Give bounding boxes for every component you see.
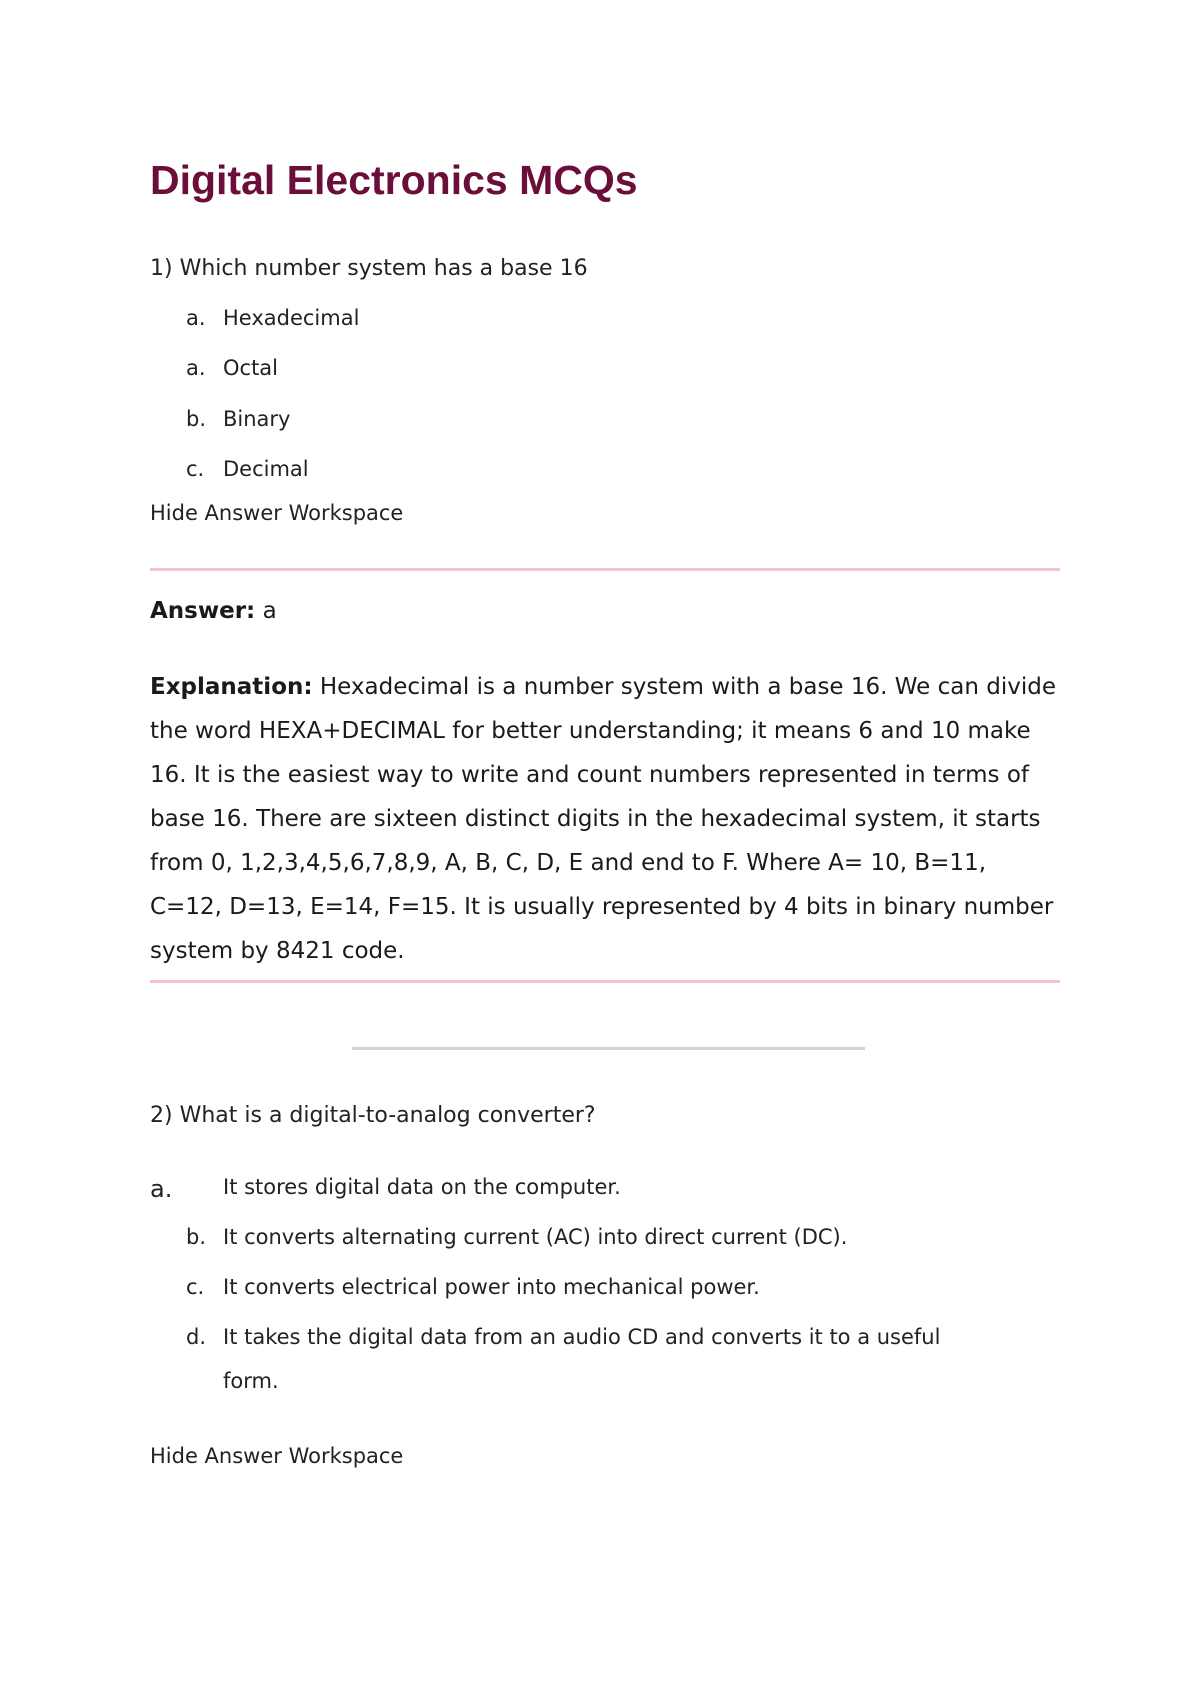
option-letter: c.	[186, 1275, 205, 1299]
question-1-hide-answer-link[interactable]: Hide Answer Workspace	[150, 501, 404, 525]
option-text: Decimal	[223, 457, 309, 481]
question-1-answer	[150, 600, 277, 623]
option-letter: d.	[186, 1325, 207, 1349]
page-title: Digital Electronics MCQs	[150, 157, 638, 203]
section-divider	[352, 1047, 865, 1050]
option-letter: a.	[186, 306, 206, 330]
option-text: It takes the digital data from an audio CD and converts it to a useful	[223, 1325, 941, 1349]
option-text: It converts electrical power into mechanical power.	[223, 1275, 760, 1299]
explanation-label: Explanation:	[150, 674, 313, 700]
option-text: Hexadecimal	[223, 306, 360, 330]
question-2-prompt: 2) What is a digital-to-analog converter?	[150, 1103, 596, 1128]
option-letter: c.	[186, 457, 205, 481]
option-letter: a.	[150, 1175, 173, 1203]
answer-value: a	[262, 598, 277, 624]
explanation-text: Hexadecimal is a number system with a base 16. We can divide the word HEXA+DECIMAL for better understanding; it means 6 and 10 make 16. It is the easiest way to write and count numbers represented in terms of base 16. There are sixteen distinct digits in the hexadecimal system, it starts from 0, 1,2,3,4,5,6,7,8,9, A, B, C, D, E and end to F. Where A= 10, B=11, C=12, D=13, E=14, F=15. It is usually represented by 4 bits in binary number system by 8421 code.	[150, 674, 1056, 964]
question-1-explanation	[150, 665, 1062, 973]
option-letter: b.	[186, 1225, 207, 1249]
option-letter: b.	[186, 407, 207, 431]
option-text: It converts alternating current (AC) into direct current (DC).	[223, 1225, 848, 1249]
question-2-hide-answer-link[interactable]: Hide Answer Workspace	[150, 1444, 404, 1468]
question-1-prompt: 1) Which number system has a base 16	[150, 256, 588, 281]
option-letter: a.	[186, 356, 206, 380]
answer-top-divider	[150, 568, 1060, 571]
option-text: Octal	[223, 356, 279, 380]
answer-bottom-divider	[150, 980, 1060, 983]
option-text: It stores digital data on the computer.	[223, 1175, 621, 1199]
option-text: Binary	[223, 407, 291, 431]
option-text-continued: form.	[223, 1369, 279, 1393]
answer-label: Answer:	[150, 598, 256, 624]
